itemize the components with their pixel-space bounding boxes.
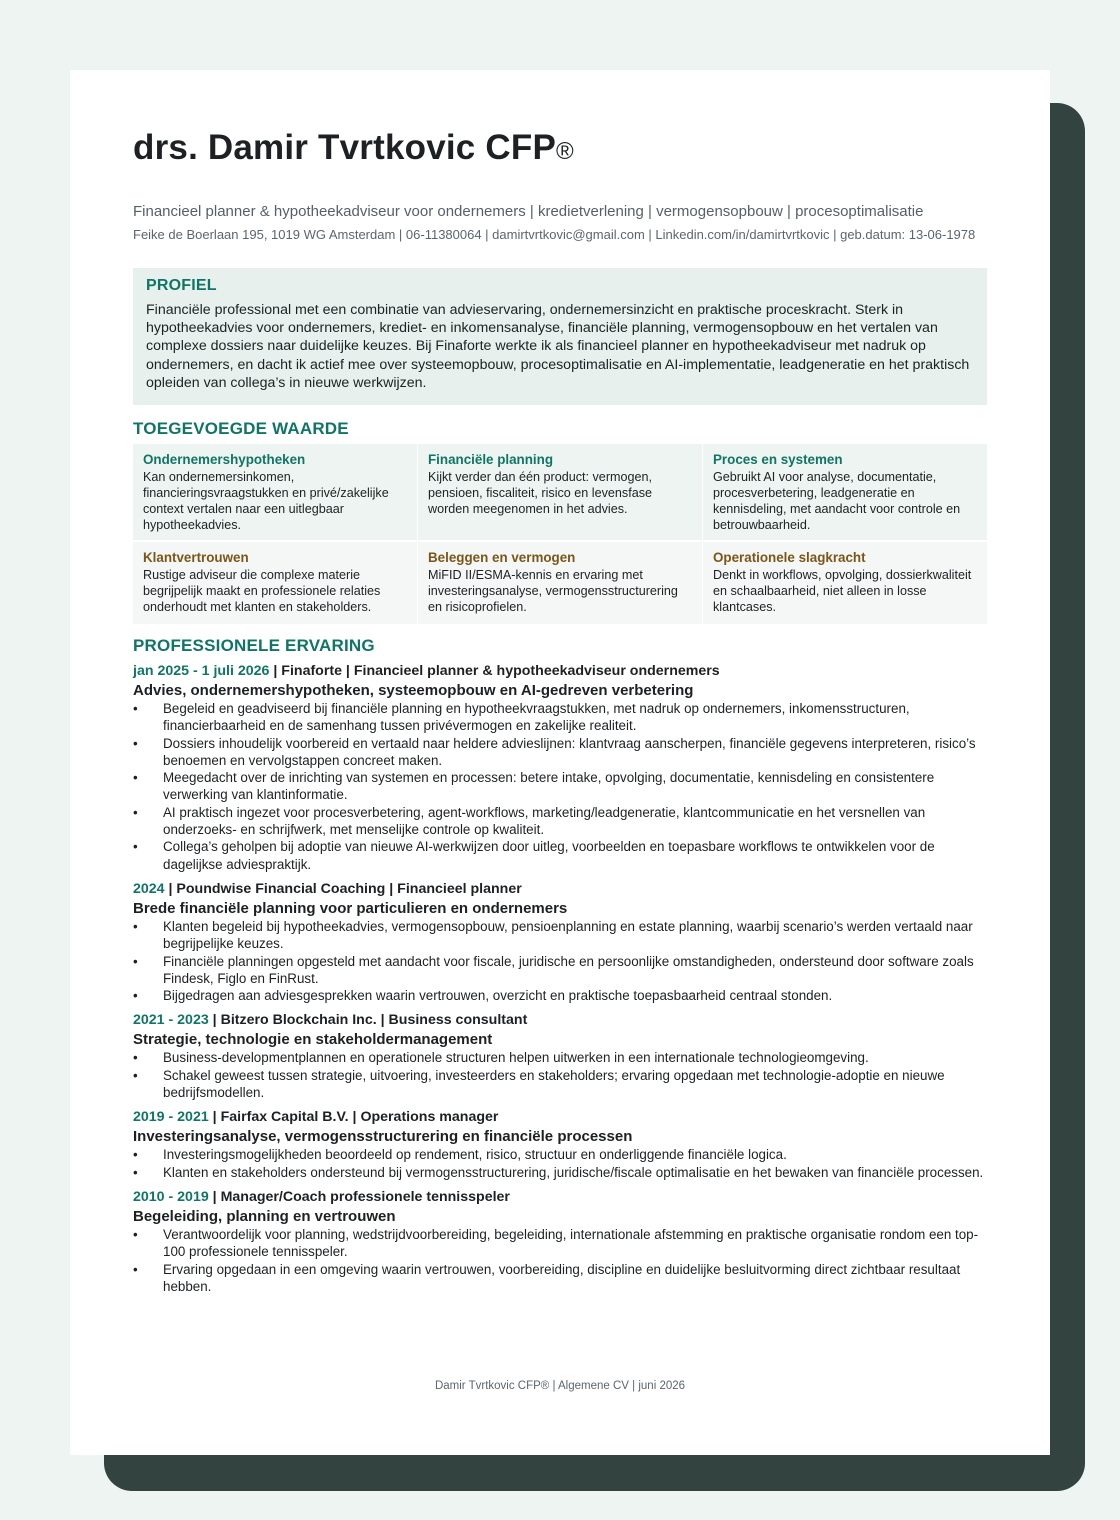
job-bullets [133, 700, 987, 873]
added-value-title: TOEGEVOEGDE WAARDE [133, 419, 349, 438]
bullet-marker: • [133, 701, 138, 716]
value-card-text: Kijkt verder dan één product: vermogen, pensioen, fiscaliteit, risico en levensfase worden meegenomen in het advies. [428, 470, 653, 516]
bullet-marker: • [133, 804, 138, 820]
job-bullet: • Financiële planningen opgesteld met aandacht voor fiscale, juridische en persoonlijke omstandigheden, ondersteund door software zoals Findesk, Figlo en FinRust. [133, 953, 974, 986]
bullet-marker: • [133, 988, 138, 1004]
job-period: 2024 [133, 880, 165, 897]
job-entry [133, 662, 987, 873]
job-bullet: • Collega’s geholpen bij adoptie van nieuwe AI-werkwijzen door uitleg, voorbeelden en toepasbare workflows te ontwikkelen voor de dagelijkse adviespraktijk. [133, 839, 935, 872]
value-card [703, 444, 987, 540]
job-role: | Finaforte | Financieel planner & hypotheekadviseur ondernemers [269, 663, 720, 679]
experience-list [133, 662, 987, 1302]
bullet-marker: • [133, 1050, 138, 1066]
registered-mark: ® [556, 138, 574, 165]
cv-page [70, 70, 1050, 1455]
job-bullets [133, 918, 987, 1004]
value-card [703, 542, 987, 624]
bullet-marker: • [133, 1164, 138, 1180]
tagline: Financieel planner & hypotheekadviseur voor ondernemers | kredietverlening | vermogensopbouw | procesoptimalisatie [133, 203, 924, 220]
job-role: | Fairfax Capital B.V. | Operations manager [208, 1109, 499, 1126]
job-entry [133, 1108, 987, 1181]
job-header [133, 880, 987, 899]
value-card-title: Operationele slagkracht [713, 550, 866, 565]
value-card-title: Klantvertrouwen [143, 550, 249, 565]
bullet-marker: • [133, 1226, 138, 1242]
job-subtitle: Begeleiding, planning en vertrouwen [133, 1207, 396, 1225]
bullet-marker: • [133, 1147, 138, 1163]
job-bullet: • AI praktisch ingezet voor procesverbetering, agent-workflows, marketing/leadgeneratie, klantcommunicatie en het versnellen van onderzoeks- en schrijfwerk, met menselijke controle op kwaliteit. [133, 804, 926, 838]
job-bullet: • Investeringsmogelijkheden beoordeeld op rendement, risico, structuur en onderliggende financiële logica. [133, 1147, 787, 1163]
profile-title: PROFIEL [146, 277, 217, 294]
job-bullet: • Dossiers inhoudelijk voorbereid en vertaald naar heldere advieslijnen: klantvraag aanscherpen, financiële gegevens interpreteren, risico’s benoemen en vervolgstappen concreet maken. [133, 735, 976, 768]
bullet-marker: • [133, 918, 138, 934]
value-card-text: Gebruikt AI voor analyse, documentatie, procesverbetering, leadgeneratie en kennisdeling, met aandacht voor controle en betrouwbaarheid. [713, 470, 961, 532]
experience-title: PROFESSIONELE ERVARING [133, 636, 375, 655]
page-footer: Damir Tvrtkovic CFP® | Algemene CV | juni 2026 [434, 1380, 686, 1392]
job-bullet: • Begeleid en geadviseerd bij financiële planning en hypotheekvraagstukken, met nadruk op ondernemers, inkomensstructuren, financierbaarheid en de samenhang tussen privévermogen en zakelijke realiteit. [133, 701, 910, 734]
job-bullet: • Schakel geweest tussen strategie, uitvoering, investeerders en stakeholders; ervaring opgedaan met technologie-adoptie en nieuwe bedrijfsmodellen. [133, 1067, 945, 1101]
candidate-name: drs. Damir Tvrtkovic CFP® [133, 128, 574, 167]
value-card [418, 444, 702, 540]
bullet-marker: • [133, 1261, 138, 1277]
value-card-text: Kan ondernemersinkomen, financieringsvraagstukken en privé/zakelijke context vertalen naar een uitlegbaar hypotheekadvies. [143, 470, 389, 532]
job-bullet: • Meegedacht over de inrichting van systemen en processen: betere intake, opvolging, documentatie, kennisdeling en consistentere verwerking van klantinformatie. [133, 770, 935, 803]
job-bullets [133, 1049, 987, 1101]
job-role: | Manager/Coach professionele tennisspeler [208, 1188, 510, 1205]
bullet-marker: • [133, 1067, 138, 1083]
job-bullet: • Verantwoordelijk voor planning, wedstrijdvoorbereiding, begeleiding, internationale afstemming en praktische organisatie rondom een top-100 professionele tennisspeler. [133, 1226, 979, 1260]
job-bullet: • Bijgedragen aan adviesgesprekken waarin vertrouwen, overzicht en praktische toepasbaarheid centraal stonden. [133, 988, 833, 1004]
job-bullet: • Klanten en stakeholders ondersteund bij vermogensstructurering, juridische/fiscale optimalisatie en het bewaken van financiële processen. [133, 1164, 984, 1180]
job-header [133, 1011, 987, 1030]
value-card-title: Ondernemershypotheken [143, 452, 306, 467]
job-subtitle: Brede financiële planning voor particulieren en ondernemers [133, 899, 568, 917]
value-card-text: MiFID II/ESMA-kennis en ervaring met investeringsanalyse, vermogensstructurering en risicoprofielen. [428, 568, 678, 614]
value-card-text: Denkt in workflows, opvolging, dossierkwaliteit en schaalbaarheid, niet alleen in losse klantcases. [713, 568, 972, 614]
value-card-title: Beleggen en vermogen [428, 550, 576, 565]
job-bullets [133, 1226, 987, 1295]
bullet-marker: • [133, 839, 138, 855]
job-period: 2021 - 2023 [133, 1012, 209, 1029]
bullet-marker: • [133, 735, 138, 751]
value-card-title: Proces en systemen [713, 452, 843, 467]
job-period: jan 2025 - 1 juli 2026 [133, 663, 270, 679]
job-entry [133, 1188, 987, 1295]
added-value-grid [133, 444, 987, 624]
value-card-text: Rustige adviseur die complexe materie begrijpelijk maakt en professionele relaties onderhoudt met klanten en stakeholders. [143, 568, 381, 614]
job-subtitle: Investeringsanalyse, vermogensstructurering en financiële processen [133, 1128, 633, 1146]
value-card-title: Financiële planning [428, 452, 553, 467]
job-subtitle: Advies, ondernemershypotheken, systeemopbouw en AI-gedreven verbetering [133, 682, 694, 699]
job-bullet: • Ervaring opgedaan in een omgeving waarin vertrouwen, voorbereiding, discipline en duidelijke besluitvorming direct zichtbaar resultaat hebben. [133, 1261, 961, 1294]
value-card [418, 542, 702, 624]
contact-details: Feike de Boerlaan 195, 1019 WG Amsterdam | 06-11380064 | damirtvrtkovic@gmail.com | Linkedin.com/in/damirtvrtkovic | geb.datum: 13-06-1978 [133, 227, 976, 242]
profile-text: Financiële professional met een combinatie van advieservaring, ondernemersinzicht en praktische proceskracht. Sterk in hypotheekadvies voor ondernemers, krediet- en inkomensanalyse, financiële planning, vermogensopbouw en het vertalen van complexe dossiers naar duidelijke keuzes. Bij Finaforte werkte ik als financieel planner en hypotheekadviseur met nadruk op ondernemers, en dacht ik actief mee over systeemopbouw, procesoptimalisatie en AI-implementatie, leadgeneratie en het praktisch opleiden van collega’s in nieuwe werkwijzen. [146, 302, 970, 391]
bullet-marker: • [133, 953, 138, 969]
value-card [133, 444, 417, 540]
job-header [133, 1188, 987, 1207]
job-role: | Poundwise Financial Coaching | Financieel planner [164, 880, 522, 897]
profile-section [133, 268, 987, 405]
job-header [133, 1108, 987, 1127]
bullet-marker: • [133, 770, 138, 786]
job-role: | Bitzero Blockchain Inc. | Business consultant [208, 1012, 528, 1029]
job-header [133, 662, 987, 681]
job-period: 2019 - 2021 [133, 1109, 209, 1126]
job-subtitle: Strategie, technologie en stakeholdermanagement [133, 1031, 493, 1049]
job-bullets [133, 1146, 987, 1181]
job-bullet: • Business-developmentplannen en operationele structuren helpen uitwerken in een internationale technologieomgeving. [133, 1050, 869, 1066]
job-period: 2010 - 2019 [133, 1188, 209, 1205]
job-entry [133, 880, 987, 1004]
value-card [133, 542, 417, 624]
job-bullet: • Klanten begeleid bij hypotheekadvies, vermogensopbouw, pensioenplanning en estate planning, waarbij scenario’s werden vertaald naar begrijpelijke keuzes. [133, 918, 973, 952]
job-entry [133, 1011, 987, 1101]
